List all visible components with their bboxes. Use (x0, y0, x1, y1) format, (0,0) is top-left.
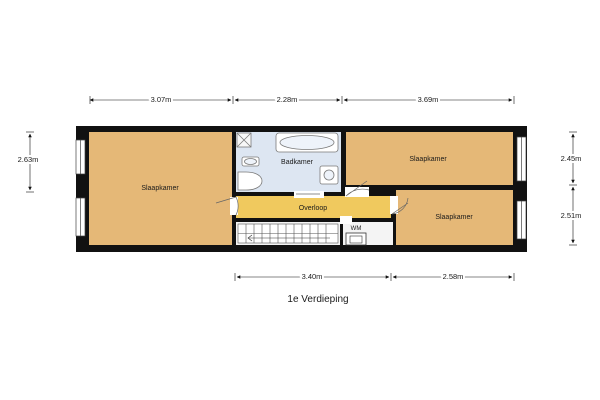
staircase-steps (238, 224, 338, 243)
dim-top-middle: 2.28m (276, 95, 298, 104)
label-bedroom-left: Slaapkamer (141, 185, 179, 192)
label-washing-machine: WM (350, 226, 362, 232)
dim-top-right: 3.69m (417, 95, 439, 104)
label-landing: Overloop (298, 205, 328, 212)
dim-right-height-bottom: 2.51m (560, 211, 582, 220)
dim-right-height-top: 2.45m (560, 154, 582, 163)
dim-bottom-left: 3.40m (301, 272, 323, 281)
dim-left-height: 2.63m (17, 155, 39, 164)
floor-title: 1e Verdieping (287, 294, 349, 305)
dimension-lines-right (569, 132, 577, 245)
dim-top-left: 3.07m (150, 95, 172, 104)
label-bedroom-right-bottom: Slaapkamer (435, 214, 473, 221)
toilet (238, 172, 262, 190)
label-bedroom-right-top: Slaapkamer (409, 156, 447, 163)
washing-machine-box (346, 233, 366, 245)
dim-bottom-right: 2.58m (442, 272, 464, 281)
label-bathroom: Badkamer (281, 159, 313, 166)
dimension-lines-bottom (235, 273, 514, 281)
